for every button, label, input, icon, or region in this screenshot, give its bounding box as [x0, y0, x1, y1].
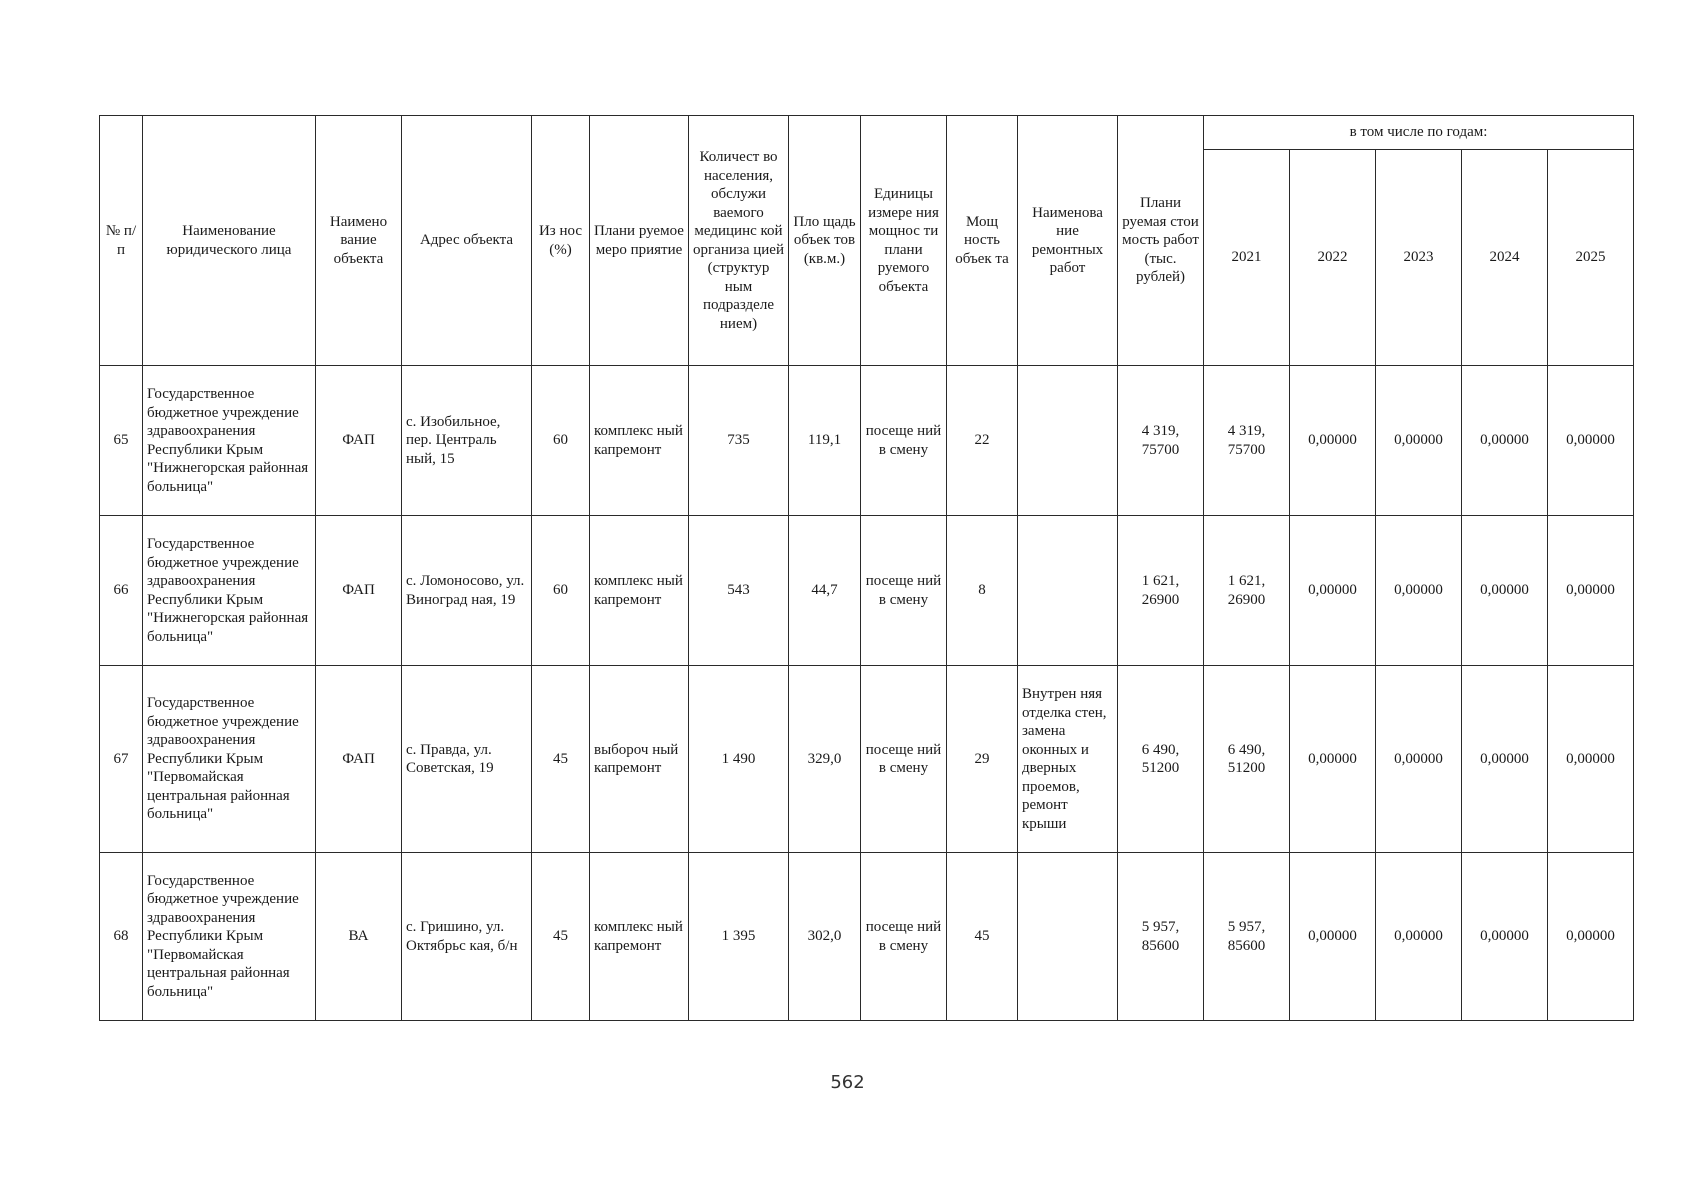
- cell-planned-measure: комплекс ный капремонт: [590, 853, 689, 1021]
- cell-legal-entity: Государственное бюджетное учреждение здравоохранения Республики Крым "Первомайская центральная районная больница": [143, 853, 316, 1021]
- cell-area: 44,7: [789, 516, 861, 666]
- cell-population: 1 490: [689, 666, 789, 853]
- cell-capacity: 22: [947, 366, 1018, 516]
- table-row: [100, 516, 1634, 666]
- cell-year-2024: 0,00000: [1462, 853, 1548, 1021]
- cell-num: 65: [100, 366, 143, 516]
- cell-year-2024: 0,00000: [1462, 666, 1548, 853]
- cell-legal-entity: Государственное бюджетное учреждение здравоохранения Республики Крым "Нижнегорская районная больница": [143, 516, 316, 666]
- cell-population: 735: [689, 366, 789, 516]
- header-area: Пло щадь объек тов (кв.м.): [789, 116, 861, 366]
- header-year-2022: 2022: [1290, 150, 1376, 366]
- cell-year-2022: 0,00000: [1290, 666, 1376, 853]
- cell-year-2025: 0,00000: [1548, 666, 1634, 853]
- header-planned-measure: Плани руемое меро приятие: [590, 116, 689, 366]
- header-wear: Из нос (%): [532, 116, 590, 366]
- header-year-2024: 2024: [1462, 150, 1548, 366]
- cell-area: 119,1: [789, 366, 861, 516]
- cell-planned-measure: комплекс ный капремонт: [590, 516, 689, 666]
- cell-object-name: ВА: [316, 853, 402, 1021]
- cell-year-2024: 0,00000: [1462, 366, 1548, 516]
- cell-population: 1 395: [689, 853, 789, 1021]
- cell-planned-measure: комплекс ный капремонт: [590, 366, 689, 516]
- header-capacity-units: Единицы измере ния мощнос ти плани руемого объекта: [861, 116, 947, 366]
- cell-legal-entity: Государственное бюджетное учреждение здравоохранения Республики Крым "Нижнегорская районная больница": [143, 366, 316, 516]
- cell-planned-cost: 1 621, 26900: [1118, 516, 1204, 666]
- cell-capacity-units: посеще ний в смену: [861, 666, 947, 853]
- cell-year-2023: 0,00000: [1376, 516, 1462, 666]
- cell-object-name: ФАП: [316, 516, 402, 666]
- header-num: № п/п: [100, 116, 143, 366]
- table-row: [100, 666, 1634, 853]
- cell-wear: 45: [532, 853, 590, 1021]
- cell-year-2025: 0,00000: [1548, 853, 1634, 1021]
- cell-capacity-units: посеще ний в смену: [861, 853, 947, 1021]
- cell-address: с. Гришино, ул. Октябрьс кая, б/н: [402, 853, 532, 1021]
- header-planned-cost: Плани руемая стои мость работ (тыс. рублей): [1118, 116, 1204, 366]
- header-legal-entity: Наименование юридического лица: [143, 116, 316, 366]
- cell-capacity-units: посеще ний в смену: [861, 516, 947, 666]
- cell-capacity: 8: [947, 516, 1018, 666]
- cell-planned-cost: 4 319, 75700: [1118, 366, 1204, 516]
- cell-capacity-units: посеще ний в смену: [861, 366, 947, 516]
- header-by-years: в том числе по годам:: [1204, 116, 1634, 150]
- cell-year-2024: 0,00000: [1462, 516, 1548, 666]
- cell-area: 329,0: [789, 666, 861, 853]
- cell-capacity: 29: [947, 666, 1018, 853]
- cell-wear: 45: [532, 666, 590, 853]
- cell-year-2022: 0,00000: [1290, 516, 1376, 666]
- cell-repair-works: [1018, 366, 1118, 516]
- cell-address: с. Изобильное, пер. Централь ный, 15: [402, 366, 532, 516]
- table-row: [100, 853, 1634, 1021]
- cell-year-2022: 0,00000: [1290, 853, 1376, 1021]
- header-year-2023: 2023: [1376, 150, 1462, 366]
- page-number: 562: [830, 1072, 865, 1093]
- cell-year-2021: 1 621, 26900: [1204, 516, 1290, 666]
- cell-year-2023: 0,00000: [1376, 853, 1462, 1021]
- cell-address: с. Правда, ул. Советская, 19: [402, 666, 532, 853]
- cell-object-name: ФАП: [316, 366, 402, 516]
- cell-year-2025: 0,00000: [1548, 366, 1634, 516]
- header-year-2025: 2025: [1548, 150, 1634, 366]
- cell-repair-works: Внутрен няя отделка стен, замена оконных и дверных проемов, ремонт крыши: [1018, 666, 1118, 853]
- table-row: [100, 366, 1634, 516]
- cell-year-2023: 0,00000: [1376, 666, 1462, 853]
- document-table-container: [99, 115, 1633, 1021]
- header-population: Количест во населения, обслужи ваемого медицинс кой организа цией (структур ным подразделе нием): [689, 116, 789, 366]
- cell-planned-measure: выбороч ный капремонт: [590, 666, 689, 853]
- header-year-2021: 2021: [1204, 150, 1290, 366]
- cell-num: 68: [100, 853, 143, 1021]
- cell-year-2025: 0,00000: [1548, 516, 1634, 666]
- header-capacity: Мощ ность объек та: [947, 116, 1018, 366]
- capital-repair-table: [99, 115, 1634, 1021]
- cell-population: 543: [689, 516, 789, 666]
- cell-num: 67: [100, 666, 143, 853]
- cell-repair-works: [1018, 516, 1118, 666]
- header-repair-works: Наименова ние ремонтных работ: [1018, 116, 1118, 366]
- cell-year-2021: 5 957, 85600: [1204, 853, 1290, 1021]
- cell-planned-cost: 6 490, 51200: [1118, 666, 1204, 853]
- cell-wear: 60: [532, 366, 590, 516]
- cell-wear: 60: [532, 516, 590, 666]
- cell-capacity: 45: [947, 853, 1018, 1021]
- cell-object-name: ФАП: [316, 666, 402, 853]
- cell-address: с. Ломоносово, ул. Виноград ная, 19: [402, 516, 532, 666]
- cell-area: 302,0: [789, 853, 861, 1021]
- cell-year-2021: 6 490, 51200: [1204, 666, 1290, 853]
- cell-planned-cost: 5 957, 85600: [1118, 853, 1204, 1021]
- header-object-name: Наимено вание объекта: [316, 116, 402, 366]
- cell-num: 66: [100, 516, 143, 666]
- cell-repair-works: [1018, 853, 1118, 1021]
- cell-year-2021: 4 319, 75700: [1204, 366, 1290, 516]
- header-address: Адрес объекта: [402, 116, 532, 366]
- cell-year-2023: 0,00000: [1376, 366, 1462, 516]
- cell-legal-entity: Государственное бюджетное учреждение здравоохранения Республики Крым "Первомайская центральная районная больница": [143, 666, 316, 853]
- cell-year-2022: 0,00000: [1290, 366, 1376, 516]
